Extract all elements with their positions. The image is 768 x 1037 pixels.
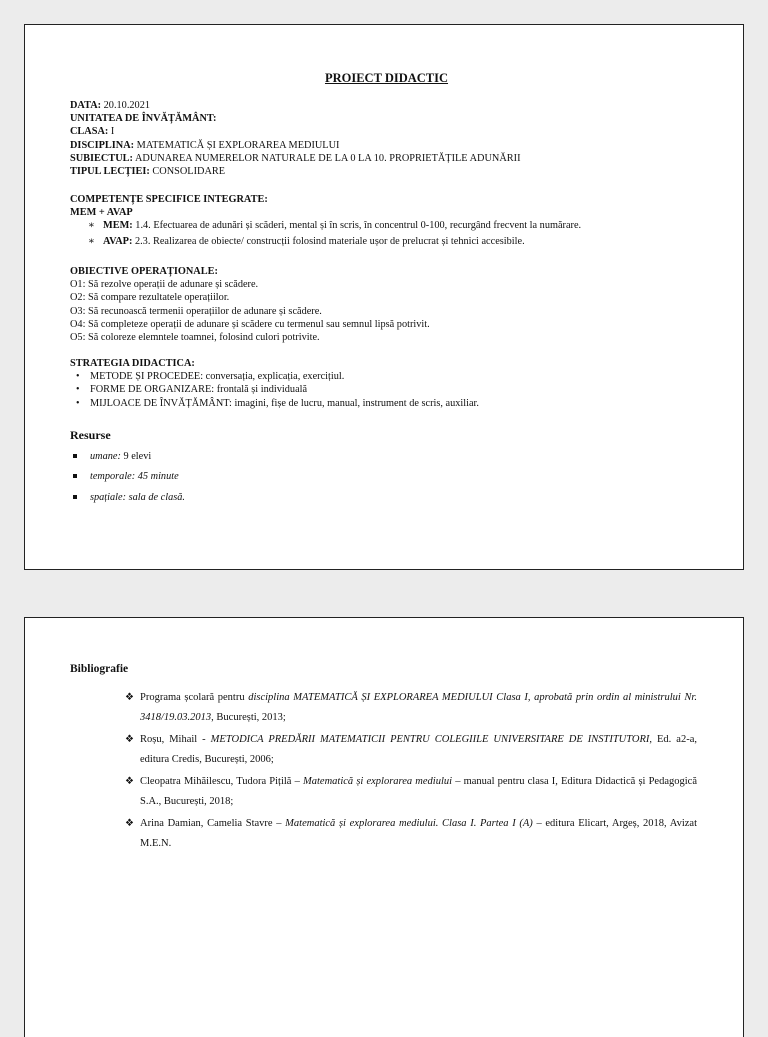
diamond-bullet-icon: ❖: [125, 692, 134, 703]
header-subject: SUBIECTUL: ADUNAREA NUMERELOR NATURALE DE LA 0 LA 10. PROPRIETĂȚILE ADUNĂRII: [70, 152, 521, 164]
square-bullet-icon: [73, 495, 77, 499]
header-date: DATA: 20.10.2021: [70, 100, 150, 111]
strategia-list: [70, 370, 479, 410]
list-item: O2: Să compare rezultatele operațiilor.: [70, 292, 230, 304]
resurse-heading: Resurse: [70, 428, 111, 442]
strategia-heading: STRATEGIA DIDACTICA:: [70, 358, 195, 369]
header-unit: UNITATEA DE ÎNVĂȚĂMÂNT:: [70, 113, 217, 125]
lesson-header-block: [70, 99, 521, 178]
document-title: PROIECT DIDACTIC: [324, 71, 449, 85]
list-item: ∗ AVAP: 2.3. Realizarea de obiecte/ construcții folosind materiale ușor de prelucrat și tehnici accesibile.: [88, 235, 525, 247]
asterisk-bullet-icon: ∗: [88, 220, 95, 232]
header-class: CLASA: I: [70, 126, 115, 138]
diamond-bullet-icon: ❖: [125, 818, 134, 829]
document-page-1: [24, 24, 744, 570]
list-item: ❖ Cleopatra Mihăilescu, Tudora Pițilă – Matematică și explorarea mediului – manual pentru clasa I, Editura Didactică și Pedagogică S.A., București, 2018;: [125, 772, 697, 812]
list-item: spațiale: sala de clasă.: [70, 491, 185, 504]
diamond-bullet-icon: ❖: [125, 776, 134, 787]
list-item: • METODE ȘI PROCEDEE: conversația, explicația, exercițiul.: [76, 371, 345, 383]
competente-heading: COMPETENȚE SPECIFICE INTEGRATE:: [70, 194, 268, 205]
bullet-dot-icon: •: [76, 397, 80, 409]
list-item: ❖ Programa școlară pentru disciplina MATEMATICĂ ȘI EXPLORAREA MEDIULUI Clasa I, aprobată prin ordin al ministrului Nr. 3418/19.03.2013, București, 2013;: [125, 688, 697, 728]
resurse-section: [70, 429, 185, 511]
bullet-dot-icon: •: [76, 371, 80, 383]
competente-subheading: MEM + AVAP: [70, 207, 133, 219]
competente-list: [70, 219, 581, 247]
competente-section: [70, 193, 581, 250]
obiective-section: [70, 265, 430, 344]
list-item: O4: Să completeze operații de adunare și scădere cu termenul sau semnul lipsă potrivit.: [70, 318, 430, 330]
list-item: ∗ MEM: 1.4. Efectuarea de adunări și scăderi, mental și în scris, în concentrul 0-100, recurgând frecvent la numărare.: [88, 220, 582, 232]
obiective-heading: OBIECTIVE OPERAȚIONALE:: [70, 266, 218, 277]
strategia-section: [70, 357, 479, 410]
square-bullet-icon: [73, 474, 77, 478]
document-page-2: [24, 617, 744, 1037]
list-item: • FORME DE ORGANIZARE: frontală și individuală: [76, 384, 308, 396]
square-bullet-icon: [73, 454, 77, 458]
list-item: ❖ Roșu, Mihail - METODICA PREDĂRII MATEMATICII PENTRU COLEGIILE UNIVERSITARE DE INSTITUTORI, Ed. a2-a, editura Credis, București, 2006;: [125, 730, 697, 770]
header-lesson-type: TIPUL LECȚIEI: CONSOLIDARE: [70, 166, 226, 178]
resurse-list: [70, 450, 185, 504]
list-item: O1: Să rezolve operații de adunare și scădere.: [70, 279, 259, 291]
bibliografie-heading: Bibliografie: [70, 663, 129, 675]
list-item: umane: 9 elevi: [70, 450, 185, 463]
header-discipline: DISCIPLINA: MATEMATICĂ ȘI EXPLORAREA MEDIULUI: [70, 139, 340, 151]
asterisk-bullet-icon: ∗: [88, 235, 95, 247]
list-item: O3: Să recunoască termenii operațiilor de adunare și scădere.: [70, 305, 322, 317]
list-item: • MIJLOACE DE ÎNVĂȚĂMÂNT: imagini, fișe de lucru, manual, instrument de scris, auxiliar.: [76, 397, 479, 409]
list-item: O5: Să coloreze elemntele toamnei, folosind culori potrivite.: [70, 332, 320, 344]
list-item: temporale: 45 minute: [70, 470, 185, 483]
list-item: ❖ Arina Damian, Camelia Stavre – Matematică și explorarea mediului. Clasa I. Partea I (A) – editura Elicart, Argeș, 2018, Avizat M.E.N.: [125, 814, 697, 854]
diamond-bullet-icon: ❖: [125, 734, 134, 745]
bullet-dot-icon: •: [76, 384, 80, 396]
bibliografie-list: [125, 688, 697, 856]
